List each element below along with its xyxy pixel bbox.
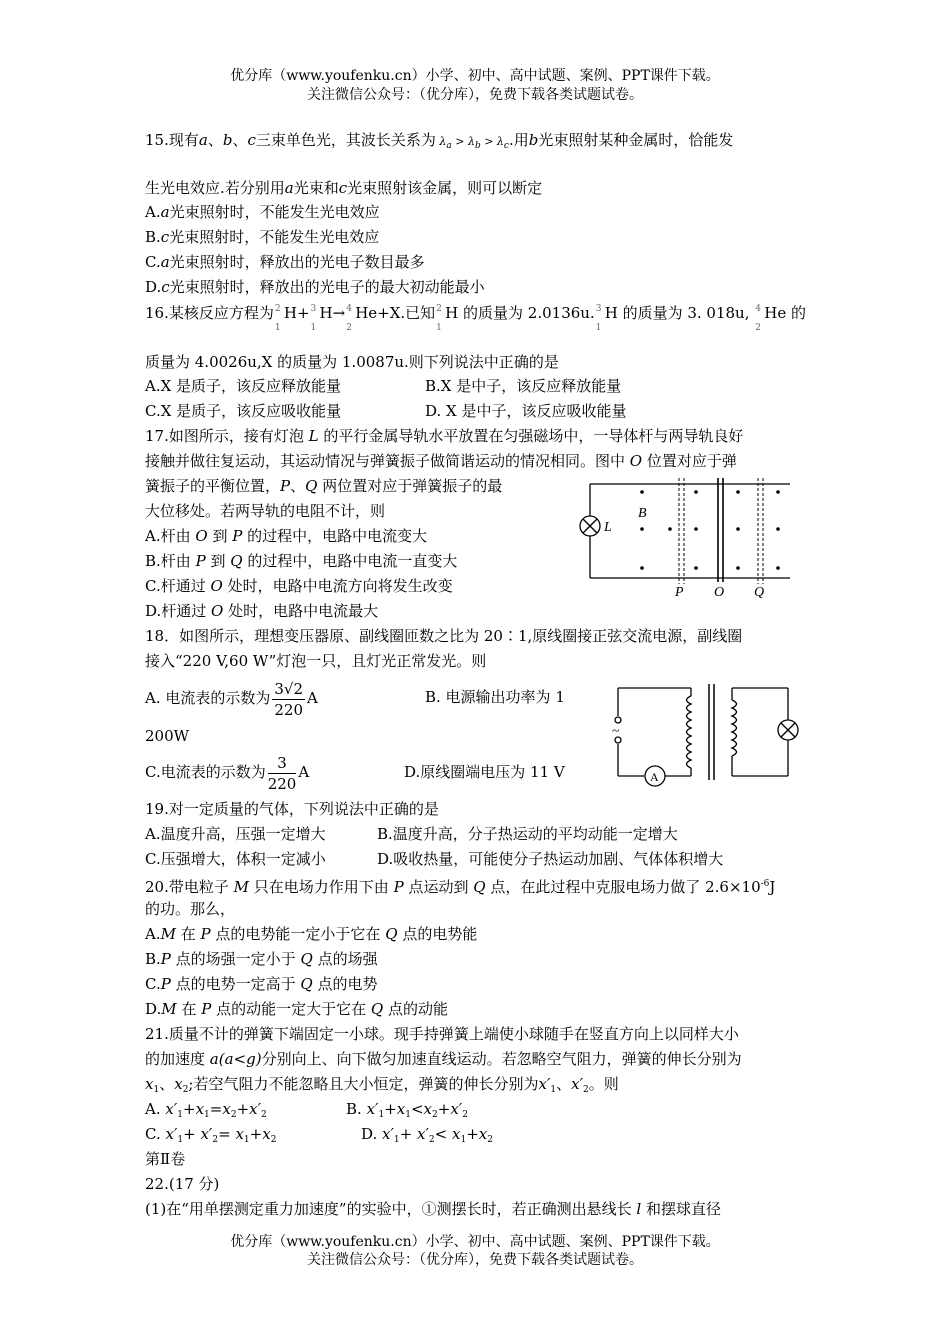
q19-option-d: D.吸收热量，可能使分子热运动加剧、气体体积增大 — [377, 850, 724, 868]
q17-stem-line2: 接触并做往复运动，其运动情况与弹簧振子做简谐运动的情况相同。图中 O 位置对应于弹 — [145, 452, 737, 470]
q21-stem-line3: $x_1$、$x_2$;若空气阻力不能忽略且大小恒定，弹簧的伸长分别为$x'_1$、$x'_2$。则 — [145, 1075, 619, 1095]
q20-option-a: A.M 在 P 点的电势能一定小于它在 Q 点的电势能 — [145, 925, 478, 943]
label-L: L — [604, 520, 612, 535]
q19-stem: 19.对一定质量的气体，下列说法中正确的是 — [145, 800, 439, 818]
q18-stem-line2: 接入“220 V,60 W”灯泡一只，且灯光正常发光。则 — [145, 652, 487, 670]
q21-option-b: B. $x'_1+x_1<x_2+x'_2$ — [346, 1100, 468, 1120]
q22-score: 22.(17 分) — [145, 1175, 220, 1193]
q21-option-c: C. $x'_1+ x'_2= x_1+x_2$ — [145, 1125, 277, 1145]
q15-option-c: C.a光束照射时，释放出的光电子数目最多 — [145, 253, 425, 271]
q21-stem-line1: 21.质量不计的弹簧下端固定一小球。现手持弹簧上端使小球随手在竖直方向上以同样大小 — [145, 1025, 739, 1043]
q18-transformer-figure — [606, 680, 806, 790]
secondary-coil — [732, 700, 737, 756]
q20-stem-line2: 的功。那么， — [145, 900, 236, 918]
wavelength-relation: $\lambda_a > \lambda_b > \lambda_c$ — [439, 135, 509, 151]
page-header-line1: 优分库（www.youfenku.cn）小学、初中、高中试题、案例、PPT课件下载。 — [230, 68, 720, 84]
section-2-title: 第Ⅱ卷 — [145, 1150, 186, 1168]
ammeter-label: A — [650, 770, 659, 784]
q21-option-d: D. $x'_1+ x'_2< x_1+x_2$ — [361, 1125, 493, 1145]
label-P: P — [675, 585, 684, 600]
label-Q: Q — [754, 585, 765, 600]
q17-option-a: A.杆由 O 到 P 的过程中，电路中电流变大 — [145, 527, 428, 545]
page-header-line2: 关注微信公众号：（优分库），免费下载各类试题试卷。 — [307, 87, 643, 103]
q16-option-a: A.X 是质子，该反应释放能量 — [145, 377, 342, 395]
q21-option-a: A. $x'_1+x_1=x_2+x'_2$ — [145, 1100, 267, 1120]
primary-coil — [687, 696, 692, 768]
q16-stem: 16.某核反应方程为 2 1 H+ 3 1 H→ 4 2 He+X.已知 2 1 H 的质量为 2.0136u. 3 1 H 的质量为 3. 018u, 4 2 He 的 — [145, 304, 806, 333]
q17-option-c: C.杆通过 O 处时，电路中电流方向将发生改变 — [145, 577, 453, 595]
q22-stem-line1: (1)在“用单摆测定重力加速度”的实验中，①测摆长时，若正确测出悬线长 l 和摆球直径 — [145, 1200, 721, 1218]
q18-option-c: C.电流表的示数为 $\frac{3}{220}$ A — [145, 753, 310, 793]
q20-option-d: D.M 在 P 点的动能一定大于它在 Q 点的动能 — [145, 1000, 448, 1018]
q17-stem-line1: 17.如图所示，接有灯泡 L 的平行金属导轨水平放置在匀强磁场中，一导体杆与两导轨良好 — [145, 427, 744, 445]
q15-stem-line2: 生光电效应.若分别用a光束和c光束照射该金属，则可以断定 — [145, 179, 543, 197]
q17-option-b: B.杆由 P 到 Q 的过程中，电路中电流一直变大 — [145, 552, 458, 570]
q16-option-b: B.X 是中子，该反应释放能量 — [425, 377, 622, 395]
q15-option-a: A.a光束照射时，不能发生光电效应 — [145, 203, 380, 221]
q17-stem-line4: 大位移处。若两导轨的电阻不计，则 — [145, 502, 386, 520]
q16-option-c: C.X 是质子，该反应吸收能量 — [145, 402, 342, 420]
q20-option-c: C.P 点的电势一定高于 Q 点的电势 — [145, 975, 378, 993]
q16-stem-line2: 质量为 4.0026u,X 的质量为 1.0087u.则下列说法中正确的是 — [145, 353, 559, 371]
q15-option-d: D.c光束照射时，释放出的光电子的最大初动能最小 — [145, 278, 485, 296]
ac-source-symbol: ~ — [612, 724, 620, 739]
page-footer-line2: 关注微信公众号：（优分库），免费下载各类试题试卷。 — [307, 1252, 643, 1268]
q15-stem: 15.现有a、b、c三束单色光，其波长关系为 $\lambda_a > \lambda_b > \lambda_c$.用b光束照射某种金属时，恰能发 — [145, 131, 734, 151]
label-B: B — [638, 506, 647, 521]
q17-option-d: D.杆通过 O 处时，电路中电流最大 — [145, 602, 379, 620]
q16-option-d: D. X 是中子，该反应吸收能量 — [425, 402, 627, 420]
page-footer-line1: 优分库（www.youfenku.cn）小学、初中、高中试题、案例、PPT课件下载。 — [230, 1234, 720, 1250]
q18-option-a: A. 电流表的示数为 $\frac{3√2}{220}$ A — [145, 679, 318, 719]
q18-option-d: D.原线圈端电压为 11 V — [404, 763, 565, 781]
q19-option-b: B.温度升高，分子热运动的平均动能一定增大 — [377, 825, 678, 843]
q21-stem-line2: 的加速度 a(a<g)分别向上、向下做匀加速直线运动。若忽略空气阻力，弹簧的伸长分别为 — [145, 1050, 742, 1068]
label-O: O — [714, 585, 725, 600]
q15-option-b: B.c光束照射时，不能发生光电效应 — [145, 228, 380, 246]
q17-rail-figure — [578, 474, 798, 604]
q17-stem-line3: 簧振子的平衡位置，P、Q 两位置对应于弹簧振子的最 — [145, 477, 503, 495]
q19-option-a: A.温度升高，压强一定增大 — [145, 825, 326, 843]
q19-option-c: C.压强增大，体积一定减小 — [145, 850, 326, 868]
q20-option-b: B.P 点的场强一定小于 Q 点的场强 — [145, 950, 378, 968]
q18-option-b-cont: 200W — [145, 727, 190, 745]
q18-option-b: B. 电源输出功率为 1 — [425, 688, 565, 706]
q18-stem-line1: 18．如图所示，理想变压器原、副线圈匝数之比为 20∶1,原线圈接正弦交流电源，副线圈 — [145, 627, 743, 645]
q20-stem: 20.带电粒子 M 只在电场力作用下由 P 点运动到 Q 点，在此过程中克服电场力做了 $2.6\times 10^{-6}J$ — [145, 878, 776, 896]
